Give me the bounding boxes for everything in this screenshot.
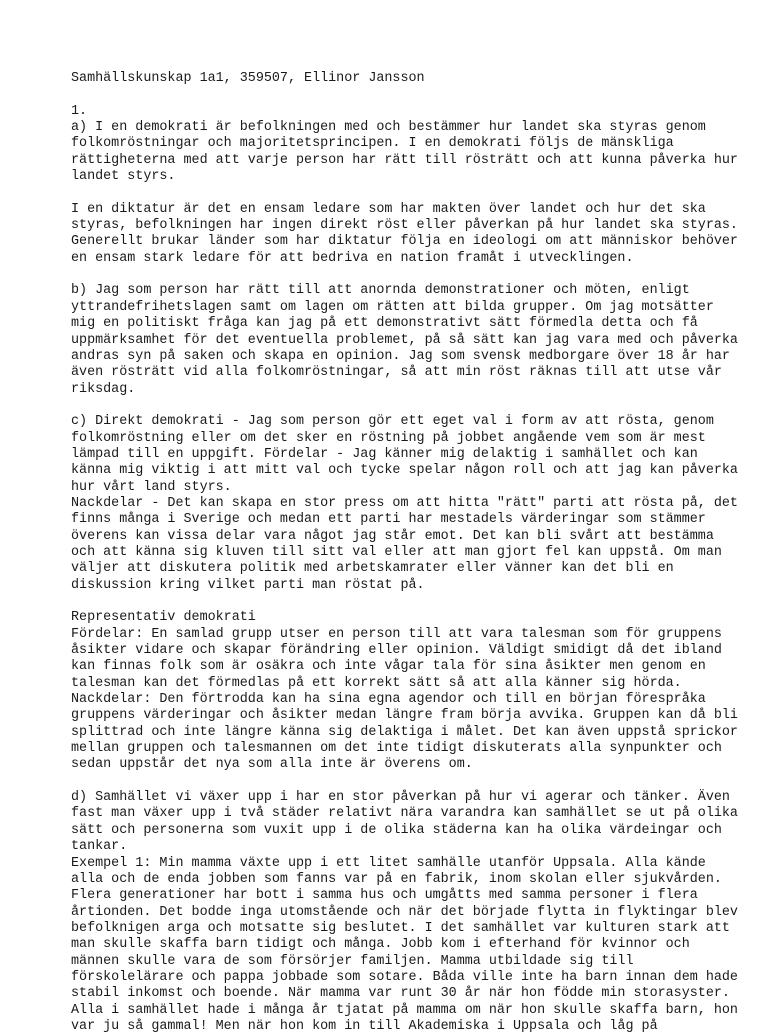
paragraph-representative-democracy: Representativ demokrati Fördelar: En samlad grupp utser en person till att vara talesman som för gruppens åsikter vidare och skapar förändring eller opinion. Väldigt smidigt då det ibland kan finnas folk som är osäkra och inte vågar tala för sina åsikter men genom en talesman kan det förmedlas på ett korrekt sätt så att alla känner sig hörda. Nackdelar: Den förtrodda kan ha sina egna agendor och till en början förespråka gruppens värderingar och åsikter medan längre fram börja avvika. Gruppen kan då bli splittrad och inte längre känna sig delaktiga i målet. Det kan även uppstå sprickor mellan gruppen och talesmannen om det inte tidigt diskuterats alla synpunkter och sedan uppstår det nya som alla inte är överens om. <box>71 610 738 773</box>
paragraph-question-1b: b) Jag som person har rätt till att anornda demonstrationer och möten, enligt yttrandefrihetslagen samt om lagen om rätten att bilda grupper. Om jag motsätter mig en politiskt fråga kan jag på ett demonstrativt sätt förmedla detta och få uppmärksamhet för det eventuella problemet, på så sätt kan jag vara med och påverka andras syn på saken och skapa en opinion. Jag som svensk medborgare över 18 år har även rösträtt vid alla folkomröstningar, så att min röst räknas till att utse vår riksdag. <box>71 283 738 397</box>
document-text <box>71 71 738 1035</box>
paragraph-question-1a: 1. a) I en demokrati är befolkningen med och bestämmer hur landet ska styras genom folkomröstningar och majoritetsprincipen. I en demokrati följs de mänskliga rättigheterna med att varje person har rätt till rösträtt och att kunna påverka hur landet styrs. <box>71 103 738 185</box>
paragraph-question-1d: d) Samhället vi växer upp i har en stor påverkan på hur vi agerar och tänker. Även fast man växer upp i två städer relativt nära varandra kan samhället se ut på olika sätt och personerna som vuxit upp i de olika städerna kan ha olika värdeingar och tankar. Exempel 1: Min mamma växte upp i ett litet samhälle utanför Uppsala. Alla kände alla och de enda jobben som fanns var på en fabrik, inom skolan eller sjukvården. Flera generationer har bott i samma hus och umgåtts med samma personer i flera årtionden. Det bodde inga utomstående och när det började flytta in flyktingar blev befolknigen arga och motsatte sig beslutet. I det samhället var kulturen stark att man skulle skaffa barn tidigt och många. Jobb kom i efterhand för kvinnor och männen skulle vara de som försörjer familjen. Mamma utbildade sig till förskolelärare och pappa jobbade som sotare. Båda ville inte ha barn innan dem hade stabil inkomst och boende. När mamma var runt 30 år när hon födde min storasyster. Alla i samhället hade i många år tjatat på mamma om när hon skulle skaffa barn, hon var ju så gammal! Men när hon kom in till Akademiska i Uppsala och låg på <box>71 790 738 1034</box>
paragraph-dictatorship: I en diktatur är det en ensam ledare som har makten över landet och hur det ska styras, befolkningen har ingen direkt röst eller påverkan på hur landet ska styras. Generellt brukar länder som har diktatur följa en ideologi om att människor behöver en ensam stark ledare för att bedriva en nation framåt i utvecklingen. <box>71 201 738 266</box>
paragraph-question-1c: c) Direkt demokrati - Jag som person gör ett eget val i form av att rösta, genom folkomröstning eller om det sker en röstning på jobbet angående vem som är mest lämpad till en uppgift. Fördelar - Jag känner mig delaktig i samhället och kan känna mig viktig i att mitt val och tycke spelar någon roll och att jag kan påverka hur vårt land styrs. Nackdelar - Det kan skapa en stor press om att hitta "rätt" parti att rösta på, det finns många i Sverige och medan ett parti har mestadels värderingar som stämmer överens kan vissa delar vara något jag står emot. Det kan bli svårt att bestämma och att känna sig kluven till sitt val eller att man gjort fel kan uppstå. Om man väljer att diskutera politik med arbetskamrater eller vänner kan det bli en diskussion kring vilket parti man röstat på. <box>71 414 738 593</box>
document-header: Samhällskunskap 1a1, 359507, Ellinor Jansson <box>71 71 425 86</box>
